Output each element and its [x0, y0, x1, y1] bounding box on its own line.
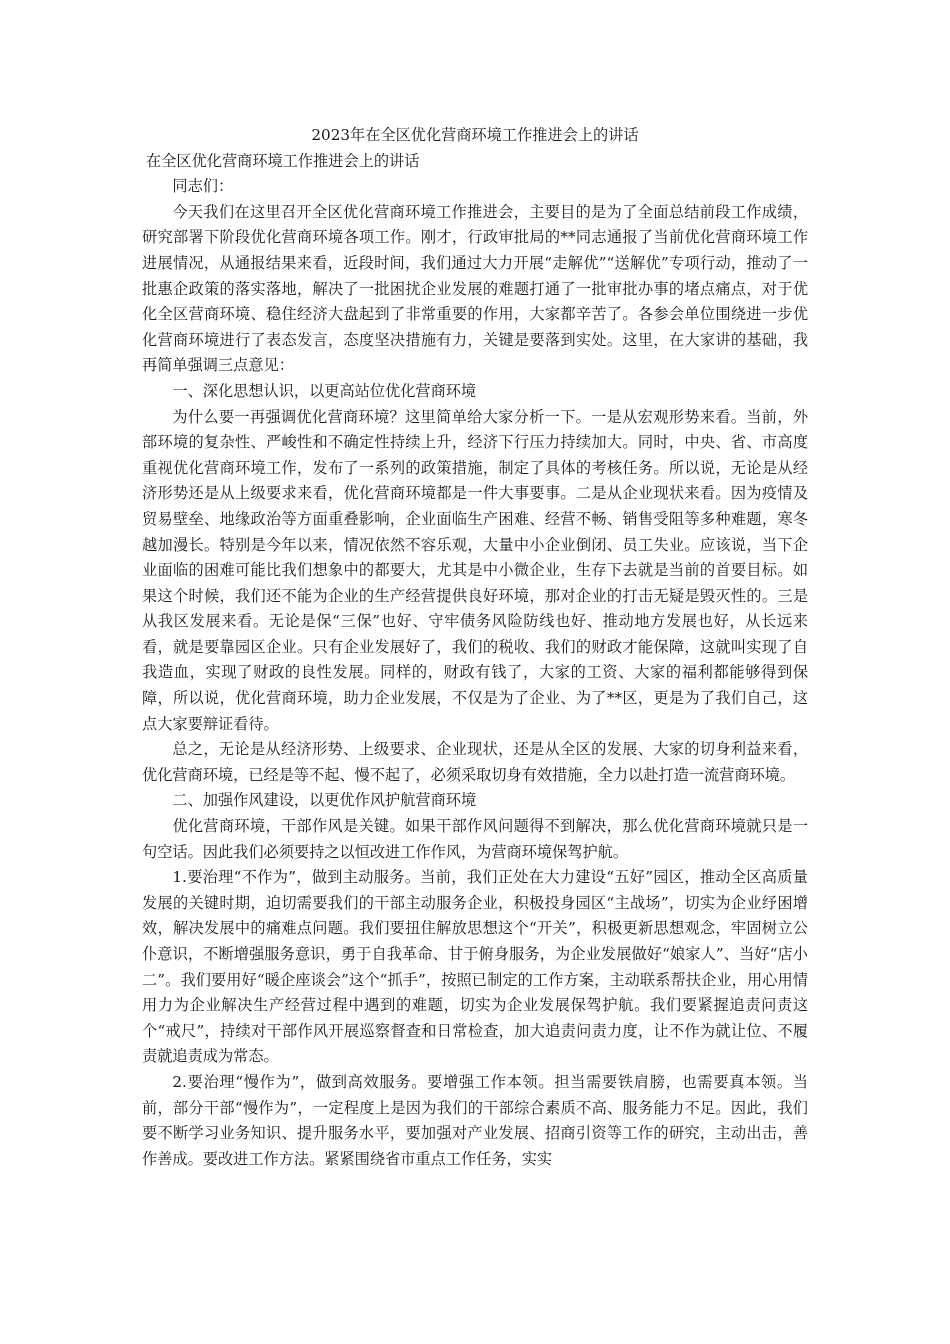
paragraph-intro: 今天我们在这里召开全区优化营商环境工作推进会，主要目的是为了全面总结前段工作成绩，研究部署下阶段优化营商环境各项工作。刚才，行政审批局的**同志通报了当前优化营商环境工作进展情况，从通报结果来看，近段时间，我们通过大力开展“走解优”“送解优”专项行动，推动了一批惠企政策的落实落地，解决了一批困扰企业发展的难题打通了一批审批办事的堵点痛点，对于优化全区营商环境、稳住经济大盘起到了非常重要的作用，大家都辛苦了。各参会单位围绕进一步优化营商环境进行了表态发言，态度坚决措施有力，关键是要落到实处。这里，在大家讲的基础，我再简单强调三点意见： — [142, 202, 808, 375]
salutation: 同志们： — [172, 177, 234, 196]
paragraph-summary: 总之，无论是从经济形势、上级要求、企业现状，还是从全区的发展、大家的切身利益来看，优化营商环境，已经是等不起、慢不起了，必须采取切身有效措施，全力以赴打造一流营商环境。 — [142, 740, 808, 784]
paragraph-style: 优化营商环境，干部作风是关键。如果干部作风问题得不到解决，那么优化营商环境就只是一句空话。因此我们必须要持之以恒改进工作作风，为营商环境保驾护航。 — [142, 817, 808, 861]
paragraph-why: 为什么要一再强调优化营商环境？这里简单给大家分析一下。一是从宏观形势来看。当前，外部环境的复杂性、严峻性和不确定性持续上升，经济下行压力持续加大。同时，中央、省、市高度重视优化营商环境工作，发布了一系列的政策措施，制定了具体的考核任务。所以说，无论是从经济形势还是从上级要求来看，优化营商环境都是一件大事要事。二是从企业现状来看。因为疫情及贸易壁垒、地缘政治等方面重叠影响，企业面临生产困难、经营不畅、销售受阻等多种难题，寒冬越加漫长。特别是今年以来，情况依然不容乐观，大量中小企业倒闭、员工失业。应该说，当下企业面临的困难可能比我们想象中的都要大，尤其是中小微企业，生存下去就是当前的首要目标。如果这个时候，我们还不能为企业的生产经营提供良好环境，那对企业的打击无疑是毁灭性的。三是从我区发展来看。无论是保“三保”也好、守牢债务风险防线也好、推动地方发展也好，从长远来看，就是要靠园区企业。只有企业发展好了，我们的税收、我们的财政才能保障，这就叫实现了自我造血，实现了财政的良性发展。同样的，财政有钱了，大家的工资、大家的福利都能够得到保障，所以说，优化营商环境，助力企业发展，不仅是为了企业、为了**区，更是为了我们自己，这点大家要辩证看待。 — [142, 407, 808, 733]
paragraph-point-2: 2.要治理“慢作为”，做到高效服务。要增强工作本领。担当需要铁肩膀，也需要真本领。当前，部分干部“慢作为”，一定程度上是因为我们的干部综合素质不高、服务能力不足。因此，我们要不断学习业务知识、提升服务水平，要加强对产业发展、招商引资等工作的研究，主动出击，善作善成。要改进工作方法。紧紧围绕省市重点工作任务，实实 — [142, 1072, 808, 1168]
section-heading-1: 一、深化思想认识，以更高站位优化营商环境 — [172, 381, 477, 400]
paragraph-point-1: 1.要治理“不作为”，做到主动服务。当前，我们正处在大力建设“五好”园区，推动全区高质量发展的关键时期，迫切需要我们的干部主动服务企业，积极投身园区“主战场”，切实为企业纾困增效，解决发展中的痛难点问题。我们要扭住解放思想这个“开关”，积极更新思想观念，牢固树立公仆意识，不断增强服务意识，勇于自我革命、甘于俯身服务，为企业发展做好“娘家人”、当好“店小二”。我们要用好“暖企座谈会”这个“抓手”，按照已制定的工作方案，主动联系帮扶企业，用心用情用力为企业解决生产经营过程中遇到的难题，切实为企业发展保驾护航。我们要紧握追责问责这个“戒尺”，持续对干部作风开展巡察督查和日常检查，加大追责问责力度，让不作为就让位、不履责就追责成为常态。 — [142, 868, 808, 1066]
document-page — [142, 123, 808, 1172]
section-heading-2: 二、加强作风建设，以更优作风护航营商环境 — [172, 791, 477, 810]
document-title: 2023年在全区优化营商环境工作推进会上的讲话 — [311, 126, 639, 144]
document-subtitle: 在全区优化营商环境工作推进会上的讲话 — [146, 151, 420, 170]
